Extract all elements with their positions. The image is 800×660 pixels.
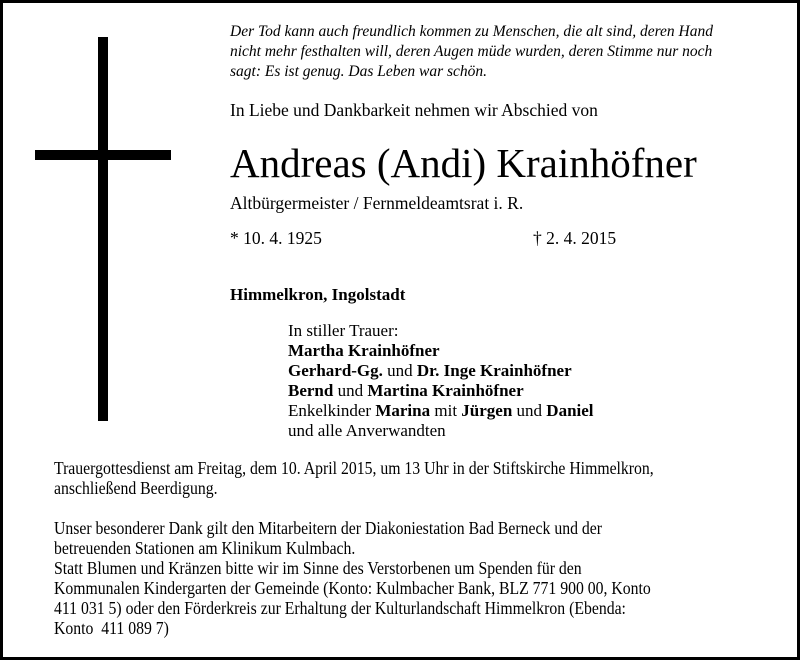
mourner-line: [288, 381, 594, 401]
mourner-name: Marina: [375, 401, 431, 420]
place-names: Himmelkron, Ingolstadt: [230, 285, 406, 304]
mourner-name: Daniel: [546, 401, 594, 420]
info-line: Trauergottesdienst am Freitag, dem 10. April 2015, um 13 Uhr in der Stiftskirche Himmelkron,: [54, 458, 654, 478]
intro-text: In Liebe und Dankbarkeit nehmen wir Abschied von: [230, 100, 598, 120]
mourner-line: und alle Anverwandten: [288, 421, 446, 440]
info-line: Kommunalen Kindergarten der Gemeinde (Konto: Kulmbacher Bank, BLZ 771 900 00, Konto: [54, 578, 651, 598]
mourner-line: [288, 361, 594, 381]
conjunction: und: [333, 381, 368, 400]
mourner-name: Gerhard-Gg.: [288, 361, 383, 380]
mourner-name: Jürgen: [461, 401, 513, 420]
info-line: Statt Blumen und Kränzen bitte wir im Sinne des Verstorbenen um Spenden für den: [54, 558, 582, 578]
conjunction: und: [382, 361, 417, 380]
cross-horizontal-bar: [35, 150, 171, 160]
mourner-name: Martha Krainhöfner: [288, 341, 440, 360]
mourners-list: [288, 321, 594, 441]
info-line: Unser besonderer Dank gilt den Mitarbeitern der Diakoniestation Bad Berneck und der: [54, 518, 603, 538]
mourner-line: [288, 341, 594, 361]
death-date: † 2. 4. 2015: [533, 228, 617, 248]
mourner-line: [288, 401, 594, 421]
spacer: [54, 498, 654, 518]
motto-line: Der Tod kann auch freundlich kommen zu Menschen, die alt sind, deren Hand: [230, 23, 714, 40]
mourner-name: Bernd: [288, 381, 334, 400]
mourner-name: Martina Krainhöfner: [367, 381, 524, 400]
conjunction: und: [512, 401, 547, 420]
deceased-title: Altbürgermeister / Fernmeldeamtsrat i. R.: [230, 193, 524, 213]
mourner-name: Dr. Inge Krainhöfner: [416, 361, 572, 380]
motto-quote: [230, 22, 713, 82]
info-line: Konto 411 089 7): [54, 618, 169, 638]
mourners-heading: In stiller Trauer:: [288, 321, 399, 340]
cross-vertical-bar: [98, 37, 108, 421]
deceased-name: Andreas (Andi) Krainhöfner: [230, 140, 697, 186]
info-line: 411 031 5) oder den Förderkreis zur Erhaltung der Kulturlandschaft Himmelkron (Ebenda:: [54, 598, 626, 618]
info-line: anschließend Beerdigung.: [54, 478, 218, 498]
motto-line: nicht mehr festhalten will, deren Augen müde wurden, deren Stimme nur noch: [230, 43, 713, 60]
service-and-donation-info: [54, 458, 654, 638]
grandchildren-label: Enkelkinder: [288, 401, 376, 420]
motto-line: sagt: Es ist genug. Das Leben war schön.: [230, 63, 488, 80]
birth-date: * 10. 4. 1925: [230, 228, 322, 248]
info-line: betreuenden Stationen am Klinikum Kulmbach.: [54, 538, 356, 558]
conjunction: mit: [430, 401, 462, 420]
